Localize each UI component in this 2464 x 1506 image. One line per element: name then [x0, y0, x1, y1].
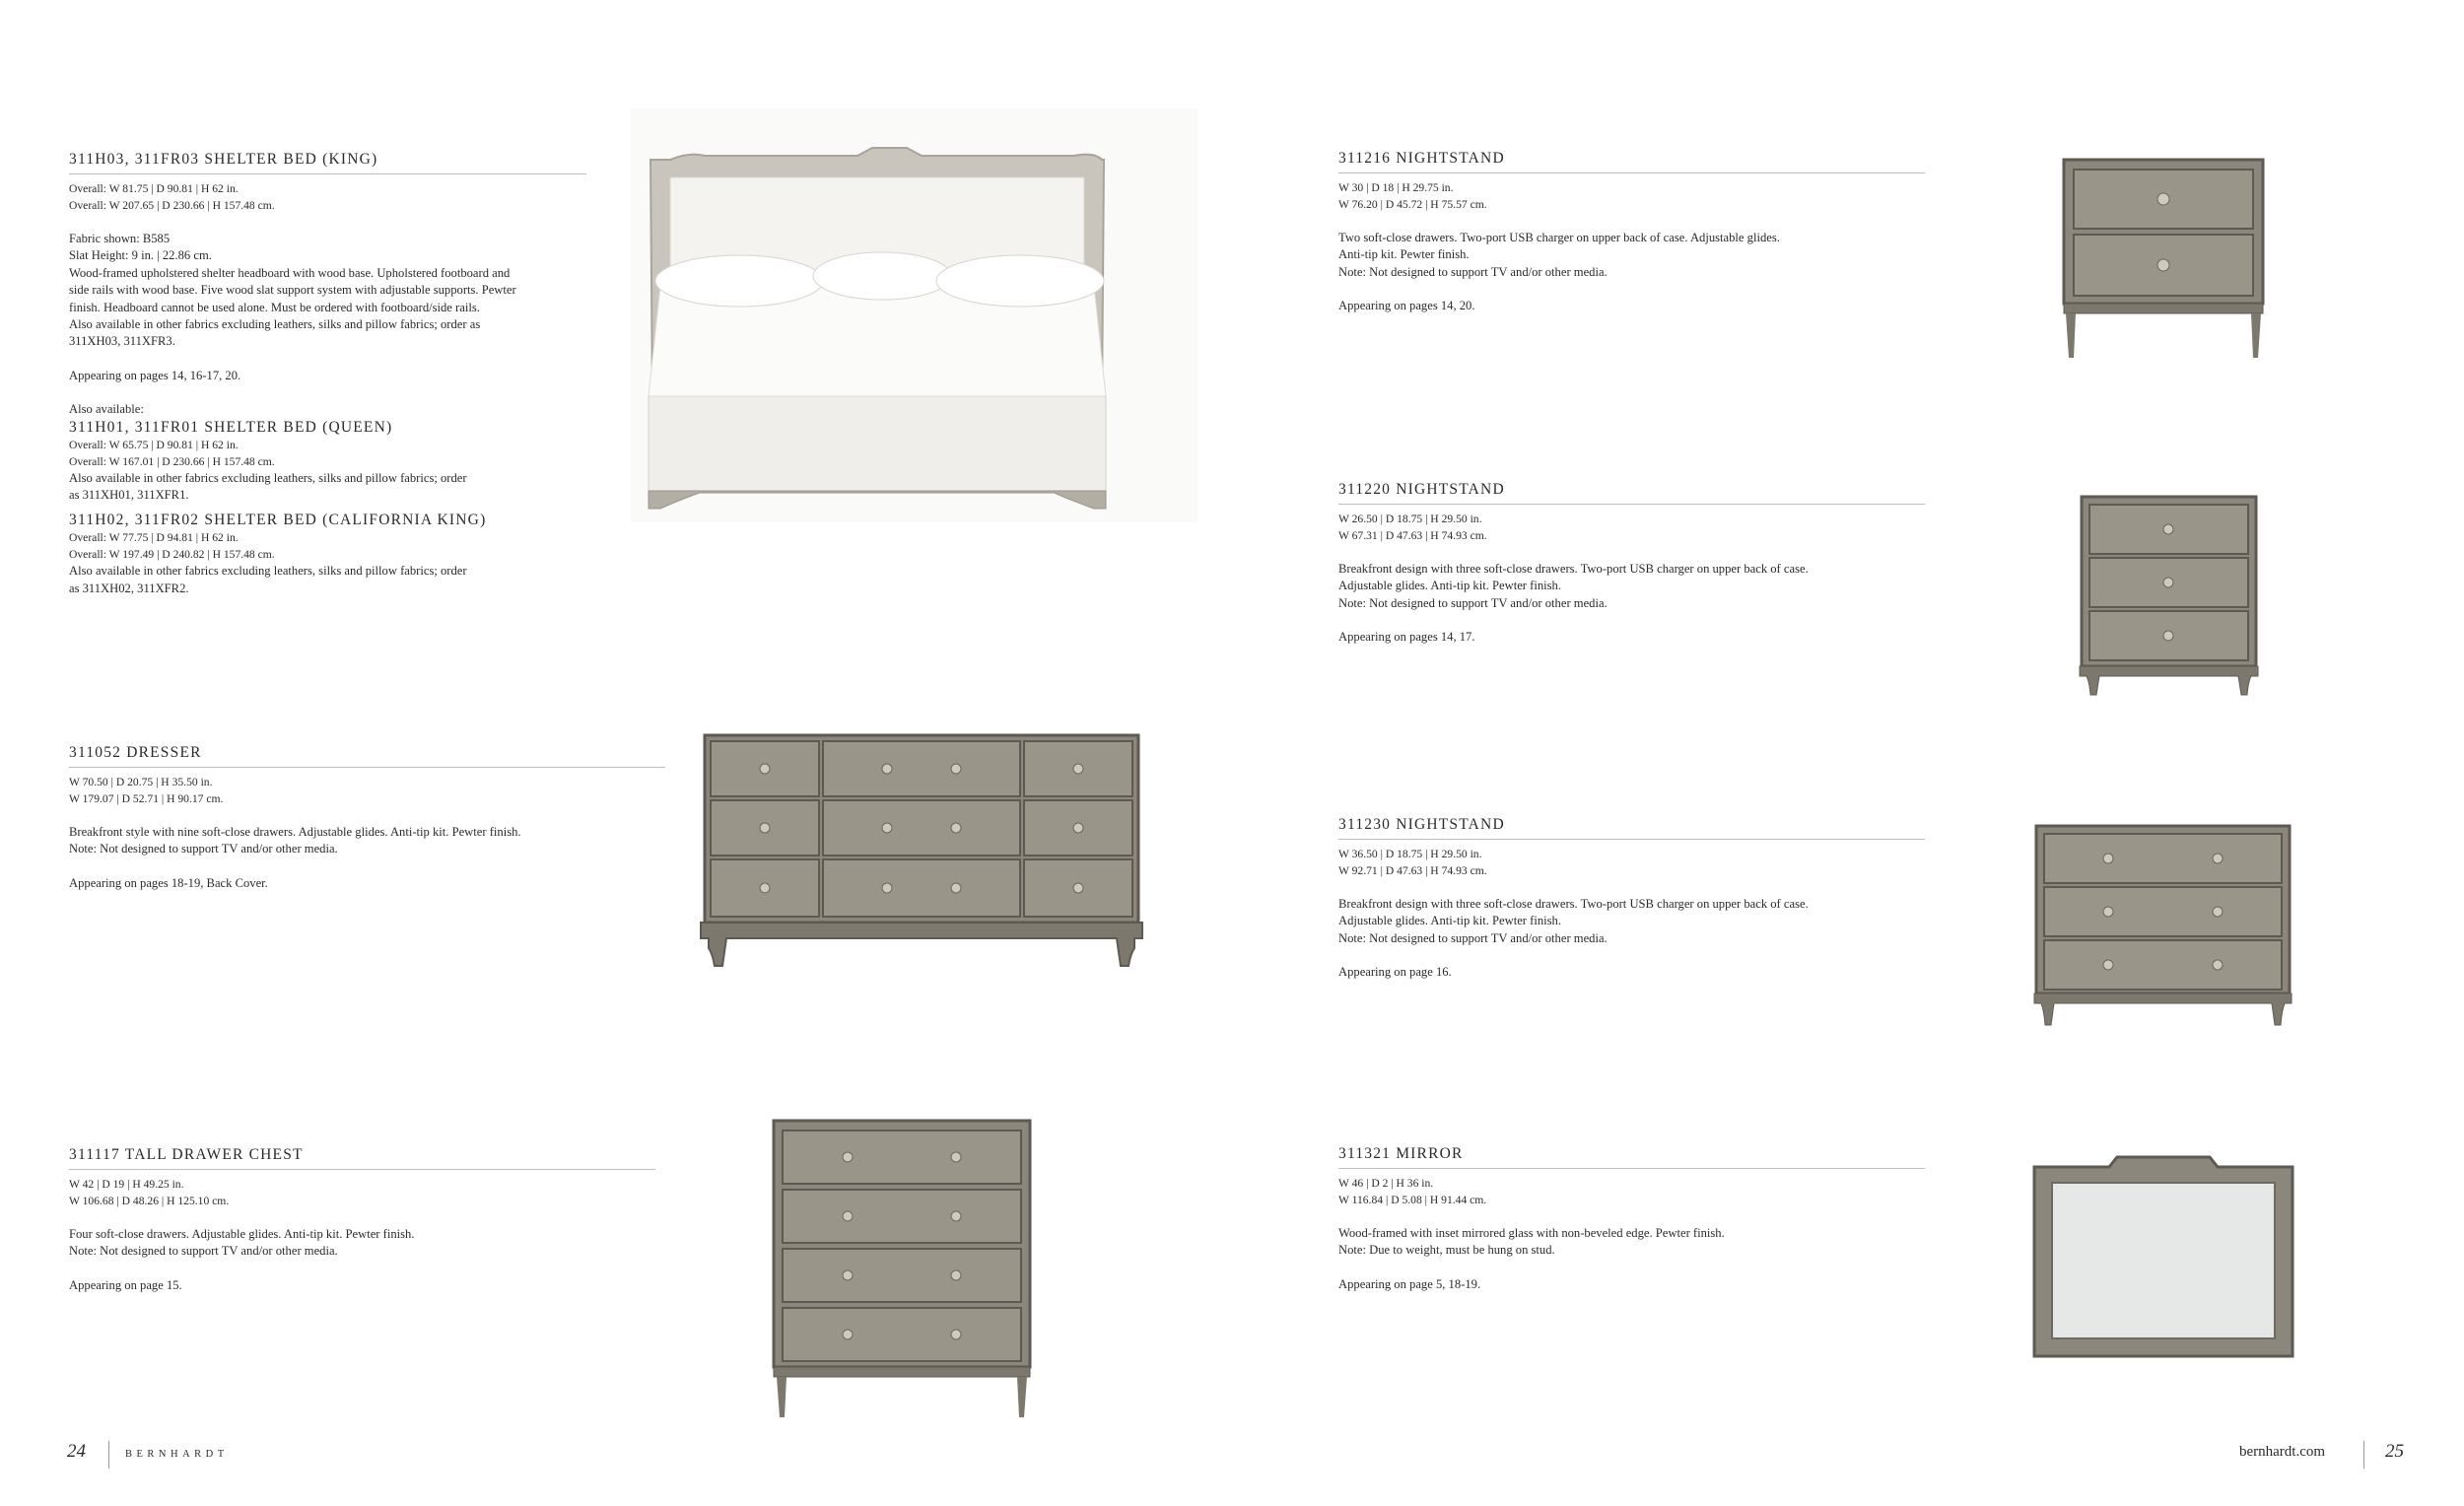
- website-url: bernhardt.com: [2239, 1444, 2326, 1460]
- ns3-desc-line: Note: Not designed to support TV and/or other media.: [1338, 930, 1608, 945]
- mirror-desc-line: Note: Due to weight, must be hung on stud.: [1338, 1243, 1555, 1258]
- mirror-spec: [1338, 1145, 1925, 1293]
- mirror-dims-in: W 46 | D 2 | H 36 in.: [1338, 1177, 1434, 1190]
- ns3-dims-in: W 36.50 | D 18.75 | H 29.50 in.: [1338, 848, 1482, 860]
- ns1-appearing: Appearing on pages 14, 20.: [1338, 299, 1475, 313]
- ns1-desc-line: Anti-tip kit. Pewter finish.: [1338, 247, 1470, 262]
- ns2-appearing: Appearing on pages 14, 17.: [1338, 630, 1475, 645]
- ns2-desc-line: Adjustable glides. Anti-tip kit. Pewter finish.: [1338, 579, 1561, 593]
- ns2-desc-line: Breakfront design with three soft-close drawers. Two-port USB charger on upper back of case.: [1338, 562, 1809, 576]
- ns1-title: 311216 NIGHTSTAND: [1338, 150, 1925, 173]
- ns2-dims-in: W 26.50 | D 18.75 | H 29.50 in.: [1338, 513, 1482, 525]
- dresser-appearing: Appearing on pages 18-19, Back Cover.: [69, 875, 268, 890]
- dresser-desc-line: Note: Not designed to support TV and/or other media.: [69, 842, 338, 856]
- nightstand-311220-spec: [1338, 481, 1925, 647]
- tall-drawer-chest-image: [769, 1117, 1035, 1422]
- bed-desc-line: Wood-framed upholstered shelter headboard with wood base. Upholstered footboard and: [69, 265, 511, 280]
- ns2-dims-cm: W 67.31 | D 47.63 | H 74.93 cm.: [1338, 529, 1487, 542]
- queen-desc-line: as 311XH01, 311XFR1.: [69, 488, 189, 503]
- cal-king-bed-title: 311H02, 311FR02 SHELTER BED (CALIFORNIA KING): [69, 512, 487, 529]
- mirror-dims-cm: W 116.84 | D 5.08 | H 91.44 cm.: [1338, 1194, 1487, 1206]
- bed-dims-cm: Overall: W 207.65 | D 230.66 | H 157.48 cm.: [69, 199, 275, 212]
- nightstand-311230-spec: [1338, 816, 1925, 982]
- ns3-title: 311230 NIGHTSTAND: [1338, 816, 1925, 840]
- ns3-appearing: Appearing on page 16.: [1338, 965, 1452, 980]
- chest-title: 311117 TALL DRAWER CHEST: [69, 1146, 655, 1170]
- nightstand-311220-image: [2078, 493, 2260, 700]
- cal-king-dims-cm: Overall: W 197.49 | D 240.82 | H 157.48 cm.: [69, 548, 275, 562]
- page-number-left: 24: [67, 1441, 86, 1462]
- shelter-bed-image: [631, 108, 1198, 522]
- mirror-appearing: Appearing on page 5, 18-19.: [1338, 1276, 1481, 1291]
- brand-wordmark: BERNHARDT: [125, 1449, 229, 1460]
- bed-fabric: Fabric shown: B585: [69, 232, 171, 245]
- bed-spec-block: [69, 151, 586, 597]
- dresser-dims-in: W 70.50 | D 20.75 | H 35.50 in.: [69, 776, 213, 788]
- cal-king-dims-in: Overall: W 77.75 | D 94.81 | H 62 in.: [69, 531, 239, 545]
- dresser-title: 311052 DRESSER: [69, 744, 665, 768]
- bed-desc-line: finish. Headboard cannot be used alone. Must be ordered with footboard/side rails.: [69, 300, 480, 314]
- bed-also-available: Also available:: [69, 402, 144, 417]
- queen-desc-line: Also available in other fabrics excluding leathers, silks and pillow fabrics; order: [69, 470, 467, 485]
- ns1-desc-line: Note: Not designed to support TV and/or other media.: [1338, 264, 1608, 279]
- mirror-image: [2030, 1153, 2296, 1360]
- chest-dims-in: W 42 | D 19 | H 49.25 in.: [69, 1178, 184, 1191]
- bed-desc-line: side rails with wood base. Five wood slat support system with adjustable supports. Pewter: [69, 283, 516, 298]
- chest-dims-cm: W 106.68 | D 48.26 | H 125.10 cm.: [69, 1195, 230, 1207]
- nightstand-311230-image: [2032, 822, 2293, 1029]
- cal-king-desc-line: as 311XH02, 311XFR2.: [69, 581, 189, 595]
- mirror-desc-line: Wood-framed with inset mirrored glass with non-beveled edge. Pewter finish.: [1338, 1226, 1725, 1240]
- dresser-desc-line: Breakfront style with nine soft-close drawers. Adjustable glides. Anti-tip kit. Pewter finish.: [69, 825, 521, 839]
- queen-dims-cm: Overall: W 167.01 | D 230.66 | H 157.48 cm.: [69, 454, 275, 468]
- nightstand-311216-image: [2060, 156, 2267, 363]
- queen-dims-in: Overall: W 65.75 | D 90.81 | H 62 in.: [69, 438, 239, 451]
- bed-appearing: Appearing on pages 14, 16-17, 20.: [69, 368, 241, 382]
- dresser-image: [695, 729, 1148, 976]
- ns1-desc-line: Two soft-close drawers. Two-port USB charger on upper back of case. Adjustable glides.: [1338, 231, 1780, 244]
- bed-desc-line: 311XH03, 311XFR3.: [69, 334, 175, 349]
- chest-spec-block: [69, 1146, 655, 1294]
- footer-divider-left: [108, 1441, 109, 1469]
- page-number-right: 25: [2385, 1441, 2404, 1462]
- ns3-dims-cm: W 92.71 | D 47.63 | H 74.93 cm.: [1338, 864, 1487, 877]
- cal-king-desc-line: Also available in other fabrics excluding leathers, silks and pillow fabrics; order: [69, 564, 467, 579]
- bed-title: 311H03, 311FR03 SHELTER BED (KING): [69, 151, 586, 174]
- chest-desc-line: Note: Not designed to support TV and/or other media.: [69, 1244, 338, 1259]
- bed-slat: Slat Height: 9 in. | 22.86 cm.: [69, 248, 212, 263]
- bed-dims-in: Overall: W 81.75 | D 90.81 | H 62 in.: [69, 182, 239, 195]
- ns3-desc-line: Adjustable glides. Anti-tip kit. Pewter finish.: [1338, 914, 1561, 928]
- ns2-title: 311220 NIGHTSTAND: [1338, 481, 1925, 505]
- ns2-desc-line: Note: Not designed to support TV and/or other media.: [1338, 595, 1608, 610]
- ns1-dims-cm: W 76.20 | D 45.72 | H 75.57 cm.: [1338, 198, 1487, 211]
- mirror-title: 311321 MIRROR: [1338, 1145, 1925, 1169]
- chest-desc-line: Four soft-close drawers. Adjustable glides. Anti-tip kit. Pewter finish.: [69, 1227, 415, 1241]
- dresser-spec-block: [69, 744, 665, 892]
- footer-divider-right: [2363, 1441, 2364, 1469]
- ns3-desc-line: Breakfront design with three soft-close drawers. Two-port USB charger on upper back of case.: [1338, 897, 1809, 911]
- dresser-dims-cm: W 179.07 | D 52.71 | H 90.17 cm.: [69, 792, 224, 805]
- queen-bed-title: 311H01, 311FR01 SHELTER BED (QUEEN): [69, 418, 393, 436]
- ns1-dims-in: W 30 | D 18 | H 29.75 in.: [1338, 181, 1454, 194]
- chest-appearing: Appearing on page 15.: [69, 1277, 182, 1292]
- nightstand-311216-spec: [1338, 150, 1925, 315]
- bed-desc-line: Also available in other fabrics excluding leathers, silks and pillow fabrics; order as: [69, 317, 481, 332]
